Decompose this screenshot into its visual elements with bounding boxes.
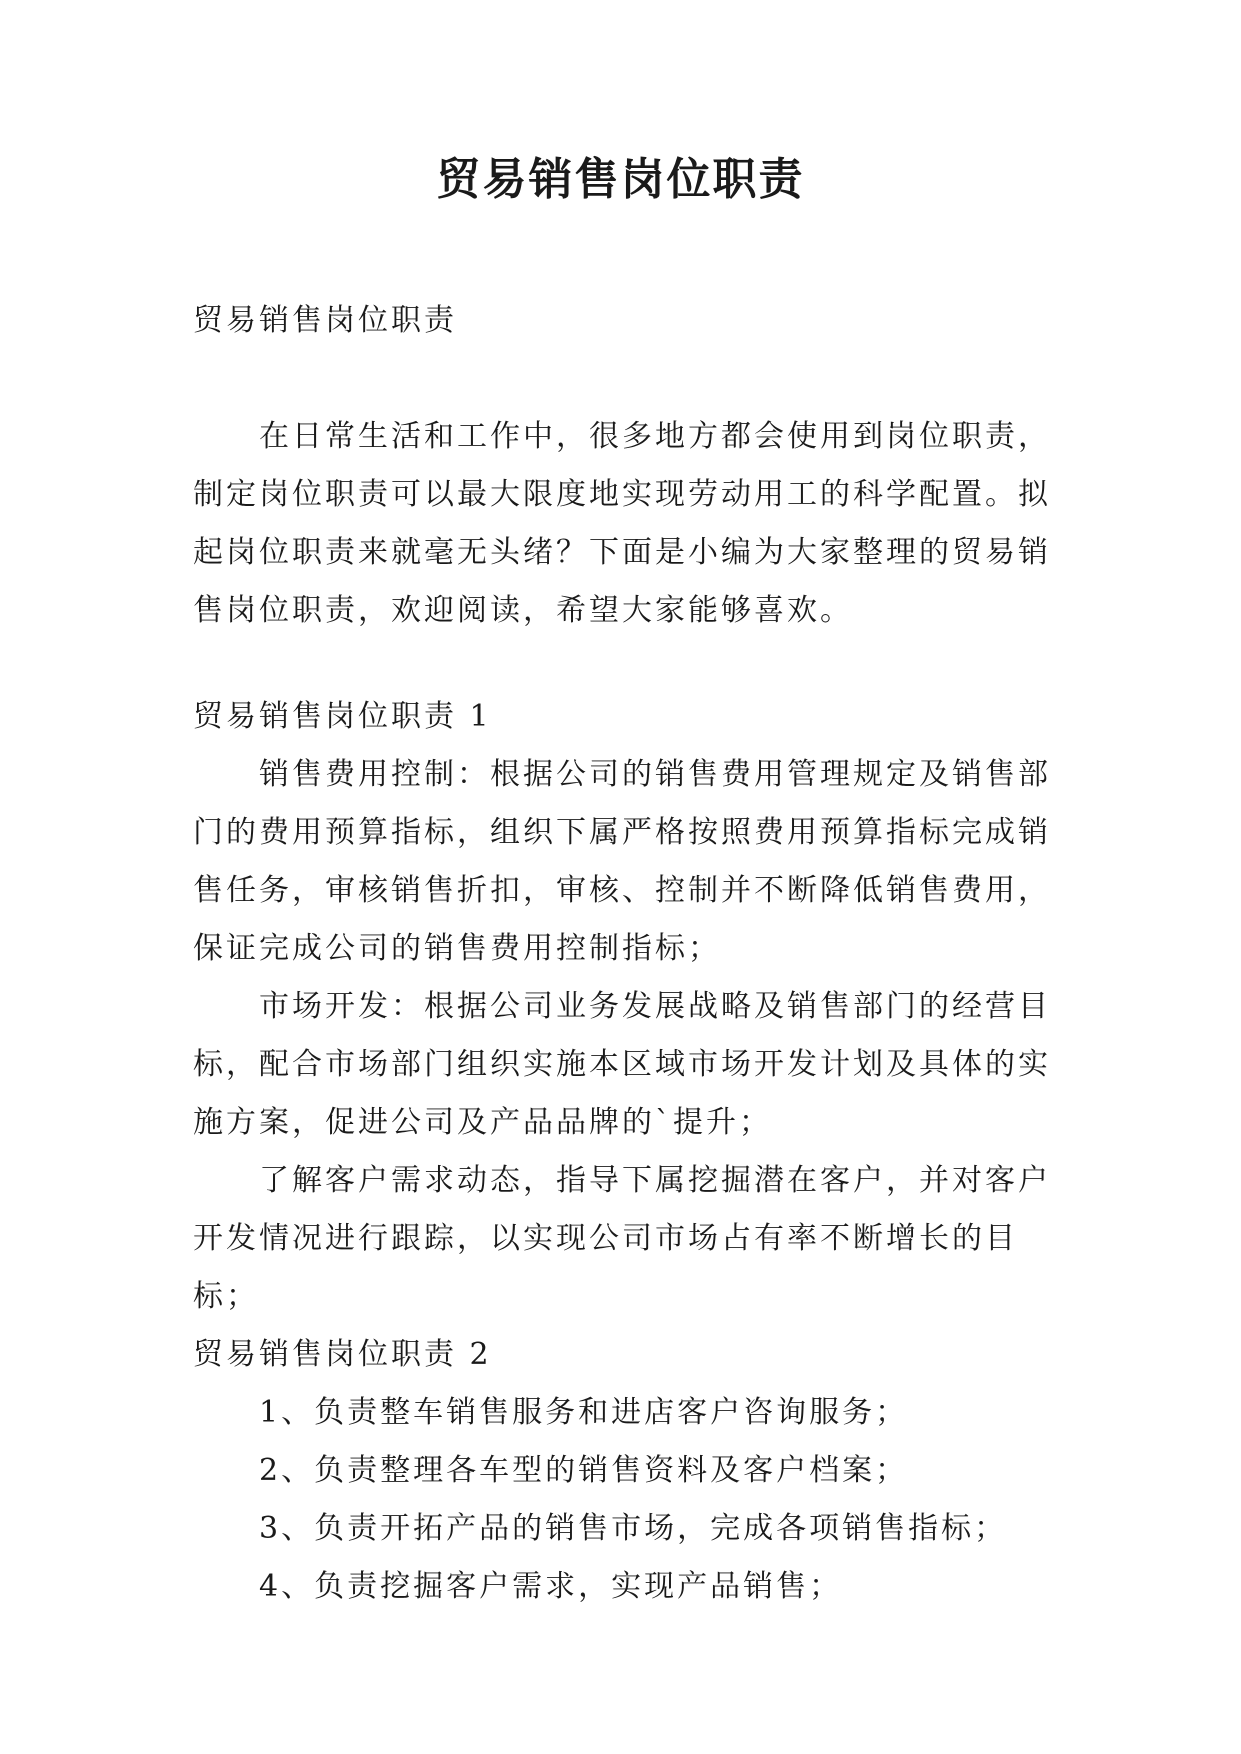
document-body <box>193 292 1073 1616</box>
document-subtitle: 贸易销售岗位职责 <box>193 303 457 338</box>
section-1-heading: 贸易销售岗位职责 1 <box>193 699 492 734</box>
section-2-heading: 贸易销售岗位职责 2 <box>193 1337 492 1372</box>
document-title: 贸易销售岗位职责 <box>436 154 805 205</box>
section-2-list-item: 1、负责整车销售服务和进店客户咨询服务； <box>259 1395 909 1430</box>
section-1-paragraph: 市场开发：根据公司业务发展战略及销售部门的经营目标，配合市场部门组织实施本区域市场开发计划及具体的实施方案，促进公司及产品品牌的`提升； <box>193 989 1051 1140</box>
section-1-paragraph: 了解客户需求动态，指导下属挖掘潜在客户，并对客户开发情况进行跟踪，以实现公司市场占有率不断增长的目标； <box>193 1163 1051 1314</box>
section-2-list-item: 2、负责整理各车型的销售资料及客户档案； <box>259 1453 909 1488</box>
intro-paragraph: 在日常生活和工作中，很多地方都会使用到岗位职责，制定岗位职责可以最大限度地实现劳动用工的科学配置。拟起岗位职责来就毫无头绪？下面是小编为大家整理的贸易销售岗位职责，欢迎阅读，希望大家能够喜欢。 <box>193 419 1051 628</box>
section-1-paragraph: 销售费用控制：根据公司的销售费用管理规定及销售部门的费用预算指标，组织下属严格按照费用预算指标完成销售任务，审核销售折扣，审核、控制并不断降低销售费用，保证完成公司的销售费用控制指标； <box>193 757 1051 966</box>
section-2-list-item: 4、负责挖掘客户需求，实现产品销售； <box>259 1569 843 1604</box>
section-2-list-item: 3、负责开拓产品的销售市场，完成各项销售指标； <box>259 1511 1008 1546</box>
